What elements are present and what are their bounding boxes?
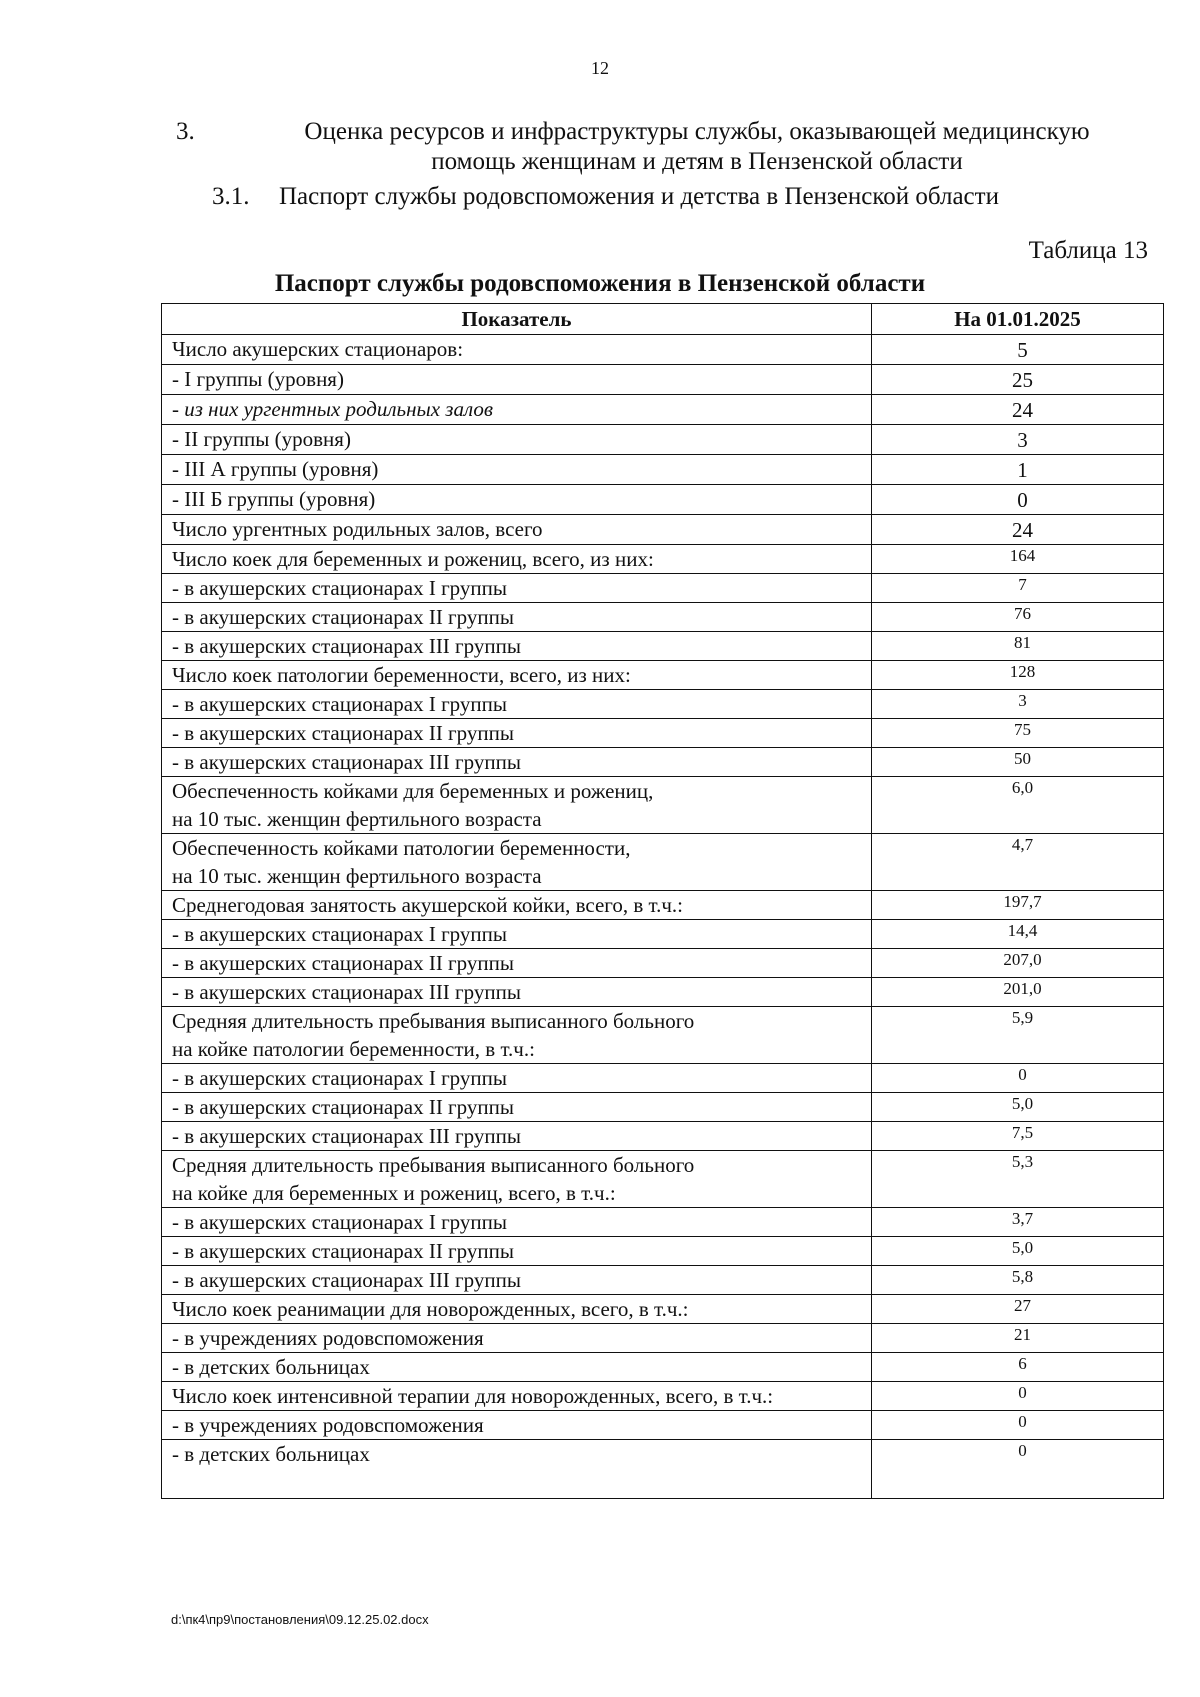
indicator-cell: Среднегодовая занятость акушерской койки, всего, в т.ч.: [162,891,872,920]
section-number: 3. [176,118,195,145]
indicator-cell: - в акушерских стационарах I группы [162,1208,872,1237]
table-row [162,1324,1164,1353]
table-header-row [162,304,1164,335]
file-path-footer: d:\пк4\пр9\постановления\09.12.25.02.docx [171,1612,429,1627]
table-row [162,1295,1164,1324]
indicator-cell: Число акушерских стационаров: [162,335,872,365]
value-cell: 6 [872,1353,1164,1382]
indicator-cell: - в акушерских стационарах II группы [162,1093,872,1122]
table-label: Таблица 13 [1028,237,1148,264]
table-row [162,425,1164,455]
passport-table [161,303,1164,1499]
indicator-cell: - III А группы (уровня) [162,455,872,485]
value-cell: 4,7 [872,834,1164,891]
indicator-cell [162,777,872,834]
indicator-cell: - II группы (уровня) [162,425,872,455]
value-cell: 3 [872,690,1164,719]
indicator-cell: - в акушерских стационарах III группы [162,978,872,1007]
subsection-heading [0,182,1200,212]
value-cell: 14,4 [872,920,1164,949]
table-row [162,1093,1164,1122]
indicator-cell: - в учреждениях родовспоможения [162,1411,872,1440]
value-cell: 0 [872,1064,1164,1093]
table-row [162,1122,1164,1151]
table-row [162,632,1164,661]
indicator-cell: - в акушерских стационарах III группы [162,748,872,777]
value-cell: 5,0 [872,1093,1164,1122]
indicator-cell: - в акушерских стационарах I группы [162,690,872,719]
value-cell: 5 [872,335,1164,365]
indicator-cell: - в учреждениях родовспоможения [162,1324,872,1353]
value-cell: 5,0 [872,1237,1164,1266]
value-cell: 197,7 [872,891,1164,920]
table-row [162,1064,1164,1093]
indicator-cell: - в акушерских стационарах I группы [162,574,872,603]
indicator-cell: - I группы (уровня) [162,365,872,395]
indicator-cell: - в акушерских стационарах III группы [162,1122,872,1151]
subsection-title: Паспорт службы родовспоможения и детства в Пензенской области [279,183,999,210]
indicator-cell: - в детских больницах [162,1353,872,1382]
table-row [162,777,1164,834]
table-row [162,455,1164,485]
value-cell: 25 [872,365,1164,395]
table-row [162,1237,1164,1266]
indicator-cell: Число коек интенсивной терапии для новорожденных, всего, в т.ч.: [162,1382,872,1411]
table-row [162,365,1164,395]
value-cell: 5,9 [872,1007,1164,1064]
value-cell: 3,7 [872,1208,1164,1237]
value-cell: 164 [872,545,1164,574]
value-cell: 7 [872,574,1164,603]
table-row [162,690,1164,719]
indicator-cell [162,1151,872,1208]
value-cell: 50 [872,748,1164,777]
section-title-line1: Оценка ресурсов и инфраструктуры службы, оказывающей медицинскую [304,118,1090,145]
table-row [162,1440,1164,1499]
value-cell: 76 [872,603,1164,632]
table-row [162,891,1164,920]
table-row [162,1353,1164,1382]
table-row [162,1151,1164,1208]
table-row [162,978,1164,1007]
indicator-cell: - в детских больницах [162,1440,872,1499]
indicator-line1: Средняя длительность пребывания выписанного больного [172,1009,695,1033]
table-row [162,1208,1164,1237]
indicator-line1: Обеспеченность койками патологии беременности, [172,836,631,860]
indicator-cell: - в акушерских стационарах I группы [162,1064,872,1093]
indicator-cell: Число коек патологии беременности, всего, из них: [162,661,872,690]
value-cell: 0 [872,1382,1164,1411]
table-row [162,719,1164,748]
indicator-cell: - в акушерских стационарах II группы [162,603,872,632]
value-cell: 75 [872,719,1164,748]
value-cell: 21 [872,1324,1164,1353]
table-row [162,485,1164,515]
table-row [162,395,1164,425]
indicator-cell: - III Б группы (уровня) [162,485,872,515]
value-cell: 7,5 [872,1122,1164,1151]
indicator-cell: - в акушерских стационарах II группы [162,1237,872,1266]
table-row [162,603,1164,632]
table-row [162,515,1164,545]
indicator-cell: Число коек реанимации для новорожденных, всего, в т.ч.: [162,1295,872,1324]
column-header-indicator: Показатель [162,304,872,335]
value-cell: 81 [872,632,1164,661]
value-cell: 0 [872,1440,1164,1499]
indicator-cell [162,834,872,891]
table-row [162,1411,1164,1440]
column-header-date: На 01.01.2025 [872,304,1164,335]
table-row [162,748,1164,777]
indicator-cell: - из них ургентных родильных залов [162,395,872,425]
value-cell: 24 [872,395,1164,425]
indicator-line1: Обеспеченность койками для беременных и рожениц, [172,779,654,803]
value-cell: 207,0 [872,949,1164,978]
indicator-line1: Средняя длительность пребывания выписанного больного [172,1153,695,1177]
indicator-line2: на койке для беременных и рожениц, всего, в т.ч.: [172,1181,616,1205]
indicator-line2: на койке патологии беременности, в т.ч.: [172,1037,535,1061]
table-row [162,920,1164,949]
table-row [162,545,1164,574]
subsection-number: 3.1. [212,183,250,210]
value-cell: 0 [872,485,1164,515]
table-title: Паспорт службы родовспоможения в Пензенской области [274,270,926,297]
indicator-cell: Число ургентных родильных залов, всего [162,515,872,545]
indicator-line2: на 10 тыс. женщин фертильного возраста [172,807,542,831]
table-row [162,1382,1164,1411]
value-cell: 24 [872,515,1164,545]
indicator-cell: - в акушерских стационарах II группы [162,949,872,978]
indicator-cell [162,1007,872,1064]
value-cell: 3 [872,425,1164,455]
value-cell: 0 [872,1411,1164,1440]
table-row [162,949,1164,978]
indicator-cell: Число коек для беременных и рожениц, всего, из них: [162,545,872,574]
table-row [162,1007,1164,1064]
indicator-cell: - в акушерских стационарах III группы [162,632,872,661]
value-cell: 1 [872,455,1164,485]
section-title-line2: помощь женщинам и детям в Пензенской области [431,148,963,175]
table-row [162,1266,1164,1295]
indicator-line2: на 10 тыс. женщин фертильного возраста [172,864,542,888]
table-row [162,661,1164,690]
page-number: 12 [591,58,609,78]
table-row [162,335,1164,365]
indicator-cell: - в акушерских стационарах I группы [162,920,872,949]
value-cell: 6,0 [872,777,1164,834]
section-heading [0,117,1200,177]
value-cell: 128 [872,661,1164,690]
indicator-cell: - в акушерских стационарах III группы [162,1266,872,1295]
value-cell: 5,8 [872,1266,1164,1295]
table-row [162,834,1164,891]
value-cell: 201,0 [872,978,1164,1007]
value-cell: 5,3 [872,1151,1164,1208]
indicator-cell: - в акушерских стационарах II группы [162,719,872,748]
table-row [162,574,1164,603]
value-cell: 27 [872,1295,1164,1324]
